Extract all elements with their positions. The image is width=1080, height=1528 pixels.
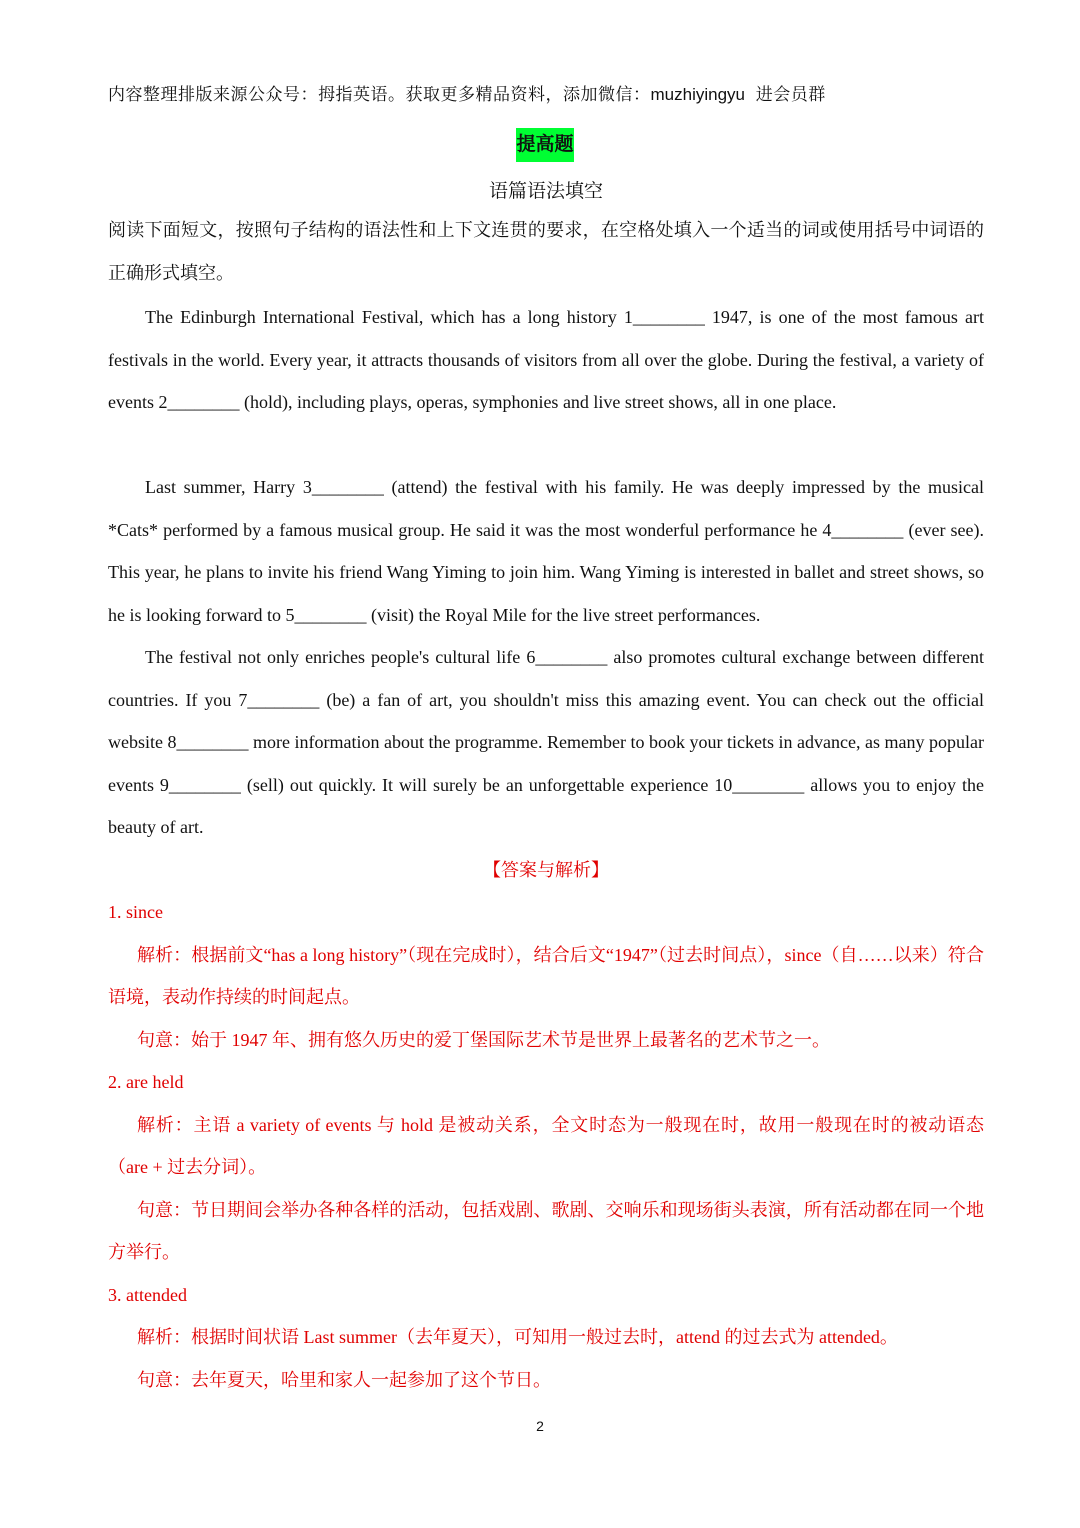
answer-number: 2. are held (108, 1072, 184, 1092)
exercise-subtitle: 语篇语法填空 (488, 181, 603, 202)
source-prefix: 内容整理排版来源公众号：拇指英语。获取更多精品资料，添加微信： (108, 85, 651, 105)
answer-translation: 句意：去年夏天，哈里和家人一起参加了这个节日。 (137, 1369, 551, 1390)
answer-number: 3. attended (108, 1284, 187, 1305)
answer-item (108, 1061, 984, 1274)
answer-item (108, 1274, 984, 1402)
answer-explanation: 解析：主语 a variety of events 与 hold 是被动关系，全文时态为一般现在时，故用一般现在时的被动语态（are + 过去分词）。 (108, 1114, 984, 1177)
source-header (108, 80, 988, 105)
answers-heading: 【答案与解析】 (483, 860, 609, 880)
answer-explanation: 解析：根据时间状语 Last summer（去年夏天），可知用一般过去时，attend 的过去式为 attended。 (137, 1327, 898, 1347)
page-number: 2 (536, 1418, 544, 1434)
wechat-id: muzhiyingyu (650, 85, 745, 104)
source-suffix: 进会员群 (745, 85, 826, 105)
answer-translation: 句意：始于 1947 年、拥有悠久历史的爱丁堡国际艺术节是世界上最著名的艺术节之一。 (137, 1029, 830, 1050)
answer-number: 1. since (108, 902, 163, 922)
section-title: 提高题 (516, 128, 574, 162)
passage-paragraph-1: The Edinburgh International Festival, which has a long history 1________ 1947, is one of the most famous art festivals in the world. Every year, it attracts thousands of visitors from all over the globe. During the festival, a variety of events 2________ (hold), including plays, operas, symphonies and live street shows, all in one place. (108, 307, 984, 412)
answers-list (108, 891, 984, 1401)
answer-item (108, 891, 984, 1061)
answer-translation: 句意：节日期间会举办各种各样的活动，包括戏剧、歌剧、交响乐和现场街头表演，所有活动都在同一个地方举行。 (108, 1199, 984, 1262)
instructions: 阅读下面短文，按照句子结构的语法性和上下文连贯的要求，在空格处填入一个适当的词或使用括号中词语的正确形式填空。 (108, 220, 984, 283)
passage-paragraph-3: The festival not only enriches people's cultural life 6________ also promotes cultural exchange between different countries. If you 7________ (be) a fan of art, you shouldn't miss this amazing event. You can check out the official website 8________ more information about the programme. Remember to book your tickets in advance, as many popular events 9________ (sell) out quickly. It will surely be an unforgettable experience 10________ allows you to enjoy the beauty of art. (108, 647, 984, 837)
answer-explanation: 解析：根据前文“has a long history”（现在完成时），结合后文“1947”（过去时间点），since（自……以来）符合语境，表动作持续的时间起点。 (108, 944, 984, 1007)
passage-paragraph-2: Last summer, Harry 3________ (attend) the festival with his family. He was deeply impressed by the musical *Cats* performed by a famous musical group. He said it was the most wonderful performance he 4________ (ever see). This year, he plans to invite his friend Wang Yiming to join him. Wang Yiming is interested in ballet and street shows, so he is looking forward to 5________ (visit) the Royal Mile for the live street performances. (108, 477, 984, 625)
